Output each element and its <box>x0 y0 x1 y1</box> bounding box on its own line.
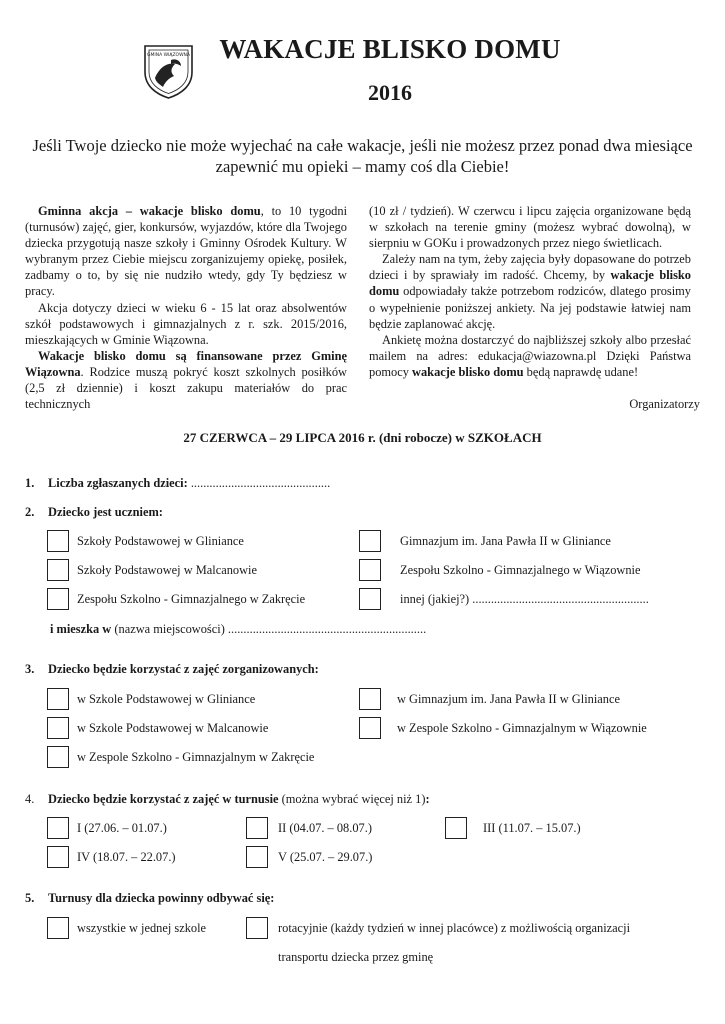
checkbox-q2-other[interactable] <box>359 588 381 610</box>
q4-option-label: IV (18.07. – 22.07.) <box>77 850 176 864</box>
question-number: 3. <box>25 662 35 676</box>
left-paragraph-3: Wakacje blisko domu są finansowane przez Gminę Wiązowna. Rodzice muszą pokryć koszt szkolnych posiłków (2,5 zł dziennie) i koszt zakupu materiałów do prac technicznych <box>25 348 347 412</box>
question-number: 5. <box>25 891 35 905</box>
q2-option-label: Gimnazjum im. Jana Pawła II w Gliniance <box>400 534 611 548</box>
question-number: 2. <box>25 505 35 519</box>
q5-option-label-continued: transportu dziecka przez gminę <box>278 950 434 964</box>
q4-option-label: I (27.06. – 01.07.) <box>77 821 167 835</box>
right-paragraph-2: Zależy nam na tym, żeby zajęcia były dopasowane do potrzeb dzieci i by sprawiały im radość. Chcemy, by wakacje blisko domu odpowiadały także potrzebom rodziców, dlatego prosimy o wypełnienie poniższej ankiety. Na jej podstawie łatwiej nam będzie zaplanować akcję. <box>369 252 692 331</box>
q4-option-label: II (04.07. – 08.07.) <box>278 821 372 835</box>
q2-residence[interactable]: i mieszka w (nazwa miejscowości) ................................................................ <box>50 622 427 636</box>
q3-option-label: w Szkole Podstawowej w Gliniance <box>77 692 256 706</box>
checkbox-q5-rotational[interactable] <box>246 917 268 939</box>
checkbox-q4-turnus-4[interactable] <box>47 846 69 868</box>
signature: Organizatorzy <box>629 397 700 411</box>
right-paragraph-1: (10 zł / tydzień). W czerwcu i lipcu zajęcia organizowane będą w szkołach na terenie gminy (możesz wybrać dowolną), w sierpniu w GOKu i prowadzonych przez niego świetlicach. <box>369 204 691 251</box>
question-number: 1. <box>25 476 35 490</box>
q3-option-label: w Zespole Szkolno - Gimnazjalnym w Zakręcie <box>77 750 315 764</box>
checkbox-q2-zsg-zakret[interactable] <box>47 588 69 610</box>
q4-option-label: III (11.07. – 15.07.) <box>483 821 581 835</box>
question-4: 4. Dziecko będzie korzystać z zajęć w turnusie (można wybrać więcej niż 1): <box>25 792 430 806</box>
checkbox-q4-turnus-5[interactable] <box>246 846 268 868</box>
checkbox-q3-zsg-wiazowna[interactable] <box>359 717 381 739</box>
q2-option-label: Szkoły Podstawowej w Malcanowie <box>77 563 257 577</box>
checkbox-q3-zsg-zakret[interactable] <box>47 746 69 768</box>
checkbox-q4-turnus-2[interactable] <box>246 817 268 839</box>
checkbox-q2-sp-glinianka[interactable] <box>47 530 69 552</box>
page-title: WAKACJE BLISKO DOMU <box>219 34 561 64</box>
checkbox-q2-gim-glinianka[interactable] <box>359 530 381 552</box>
checkbox-q3-sp-malcanow[interactable] <box>47 717 69 739</box>
gmina-logo <box>141 42 196 100</box>
left-paragraph-2: Akcja dotyczy dzieci w wieku 6 - 15 lat oraz absolwentów szkół podstawowych i gimnazjalnych z r. szk. 2015/2016, mieszkających w Gminie Wiązowna. <box>25 300 347 347</box>
q3-option-label: w Szkole Podstawowej w Malcanowie <box>77 721 269 735</box>
q3-option-label: w Zespole Szkolno - Gimnazjalnym w Wiązownie <box>397 721 647 735</box>
question-number: 4. <box>25 792 35 806</box>
q2-option-label: innej (jakiej?) ......................................................... <box>400 592 649 606</box>
left-column <box>25 203 347 412</box>
q2-option-label: Zespołu Szkolno - Gimnazjalnego w Wiązownie <box>400 563 641 577</box>
page-year: 2016 <box>368 80 412 105</box>
q2-option-label: Zespołu Szkolno - Gimnazjalnego w Zakręcie <box>77 592 306 606</box>
q2-option-label: Szkoły Podstawowej w Gliniance <box>77 534 244 548</box>
question-3: 3. Dziecko będzie korzystać z zajęć zorganizowanych: <box>25 662 319 676</box>
checkbox-q3-sp-glinianka[interactable] <box>47 688 69 710</box>
left-paragraph-1: Gminna akcja – wakacje blisko domu, to 10 tygodni (turnusów) zajęć, gier, konkursów, wyjazdów, które dla Twojego dziecka przygotują nasze szkoły i Gminny Ośrodek Kultury. W wybranym przez Ciebie miejscu zorganizujemy opiekę, posiłek, zadbamy o to, by się nie nudziło wtedy, gdy Ty będziesz w pracy. <box>25 204 348 299</box>
question-5: 5. Turnusy dla dziecka powinny odbywać się: <box>25 891 275 905</box>
checkbox-q5-one-school[interactable] <box>47 917 69 939</box>
question-1: 1. Liczba zgłaszanych dzieci: ............................................. <box>25 476 331 490</box>
checkbox-q2-sp-malcanow[interactable] <box>47 559 69 581</box>
intro-text: Jeśli Twoje dziecko nie może wyjechać na całe wakacje, jeśli nie możesz przez ponad dwa miesiące zapewnić mu opieki – mamy coś dla Ciebie! <box>32 136 693 176</box>
checkbox-q3-gim-glinianka[interactable] <box>359 688 381 710</box>
q3-option-label: w Gimnazjum im. Jana Pawła II w Gliniance <box>397 692 620 706</box>
q1-blank[interactable]: ............................................. <box>190 476 331 490</box>
checkbox-q4-turnus-1[interactable] <box>47 817 69 839</box>
right-column <box>369 203 691 380</box>
q5-option-label: rotacyjnie (każdy tydzień w innej placówce) z możliwością organizacji <box>278 921 631 935</box>
q5-option-label: wszystkie w jednej szkole <box>77 921 207 935</box>
dates-line: 27 CZERWCA – 29 LIPCA 2016 r. (dni robocze) w SZKOŁACH <box>183 430 542 445</box>
question-2: 2. Dziecko jest uczniem: <box>25 505 163 519</box>
checkbox-q4-turnus-3[interactable] <box>445 817 467 839</box>
checkbox-q2-zsg-wiazowna[interactable] <box>359 559 381 581</box>
q4-option-label: V (25.07. – 29.07.) <box>278 850 373 864</box>
logo-text: GMINA WIĄZOWNA <box>147 53 190 58</box>
right-paragraph-3: Ankietę można dostarczyć do najbliższej szkoły albo przesłać mailem na adres: edukacja@wiazowna.pl Dzięki Państwa pomocy wakacje blisko domu będą naprawdę udane! <box>369 332 691 379</box>
